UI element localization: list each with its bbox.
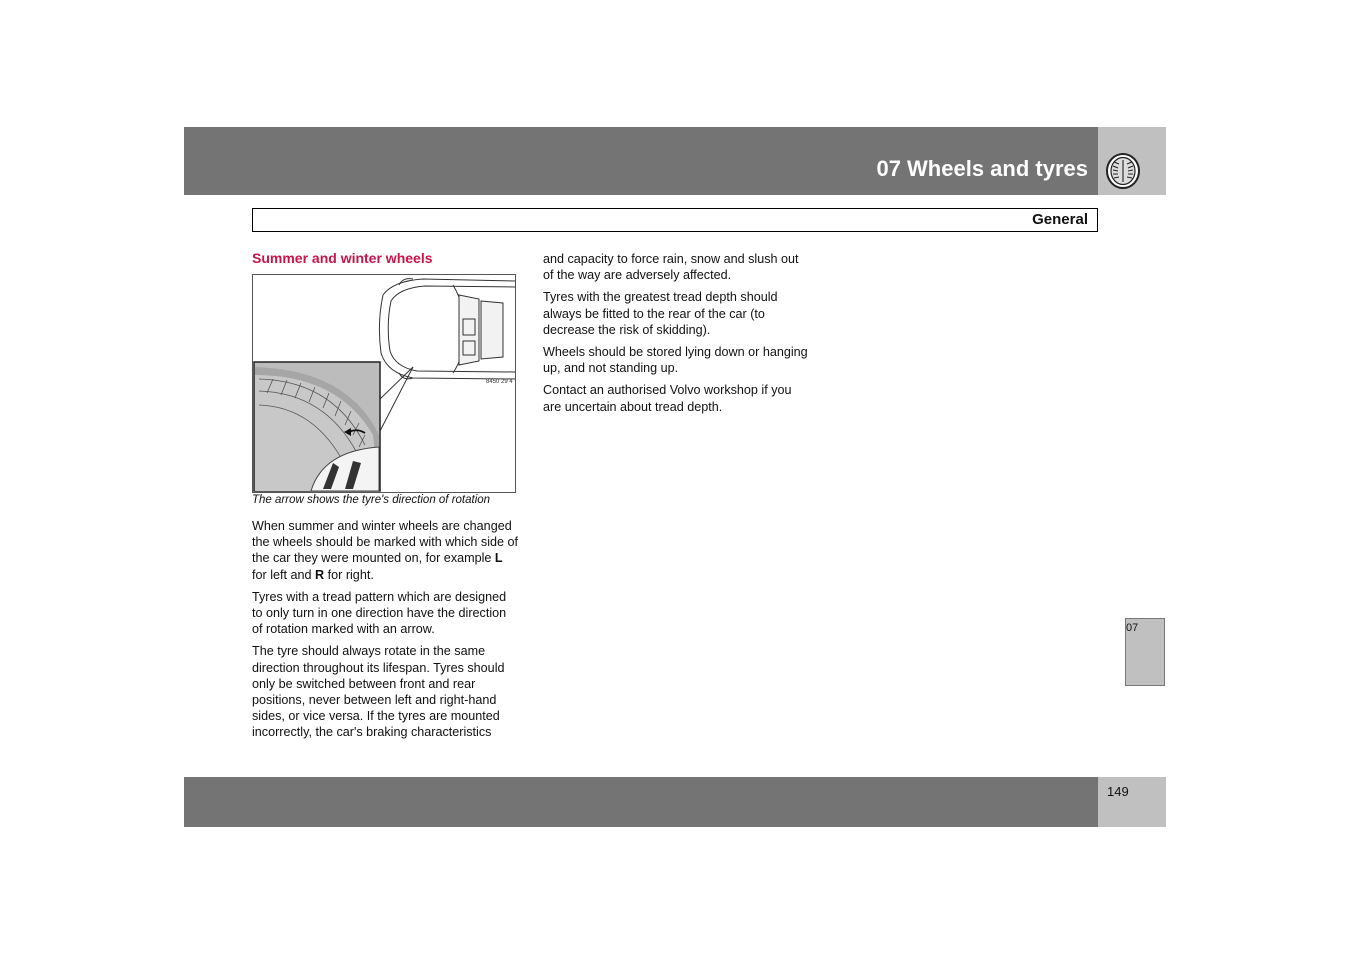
paragraph: The tyre should always rotate in the same direction throughout its lifespan. Tyres should only be switched between front and rear positions, never between left and right-hand sides, or vice versa. If the tyres are mounted incorrectly, the car's braking characteristics (252, 644, 505, 740)
tyre-icon (1105, 152, 1141, 190)
article-heading: Summer and winter wheels (252, 250, 433, 266)
section-header (252, 208, 1098, 232)
car-tyre-diagram (253, 275, 515, 492)
paragraph: When summer and winter wheels are changed the wheels should be marked with which side of the car they were mounted on, for example L for left and R for right. (252, 519, 519, 582)
paragraph: Tyres with the greatest tread depth should always be fitted to the rear of the car (to decrease the risk of skidding). (543, 290, 778, 337)
text-column-1 (252, 518, 518, 747)
chapter-title: 07 Wheels and tyres (876, 156, 1088, 181)
text-column-2 (543, 251, 809, 421)
figure-code (486, 379, 513, 385)
paragraph: and capacity to force rain, snow and slush out of the way are adversely affected. (543, 252, 799, 283)
paragraph: Tyres with a tread pattern which are designed to only turn in one direction have the direction of rotation marked with an arrow. (252, 589, 507, 637)
page-number: 149 (1107, 784, 1129, 799)
footer-corner (1098, 777, 1166, 827)
section-label: General (1032, 211, 1088, 228)
figure-caption: The arrow shows the tyre's direction of rotation (252, 494, 491, 506)
side-tab-label: 07 (1126, 622, 1139, 634)
svg-text:8450 29 4: 8450 29 4 (486, 379, 513, 385)
chapter-side-tab (1125, 618, 1165, 686)
paragraph: Contact an authorised Volvo workshop if you are uncertain about tread depth. (543, 383, 792, 414)
figure-illustration (252, 274, 516, 493)
footer-band (184, 777, 1098, 827)
paragraph: Wheels should be stored lying down or hanging up, and not standing up. (543, 345, 808, 376)
